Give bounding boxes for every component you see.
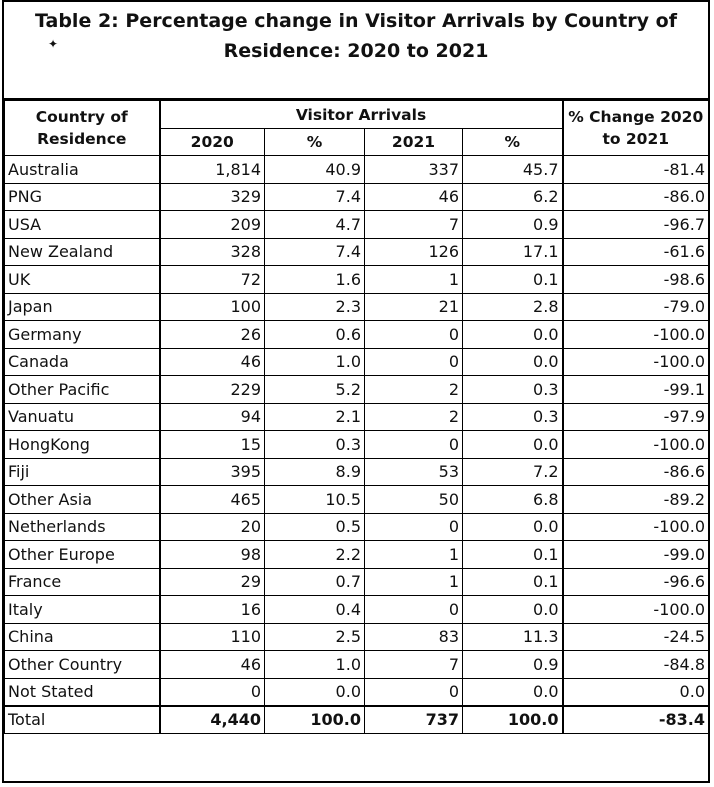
cell-change: -98.6	[563, 266, 709, 294]
cell-v2021: 7	[365, 211, 463, 239]
cell-v2021: 126	[365, 238, 463, 266]
header-row-1	[5, 101, 709, 129]
cell-v2020: 15	[160, 431, 265, 459]
table-row	[5, 678, 709, 706]
table-row	[5, 238, 709, 266]
cell-p2020: 8.9	[265, 458, 365, 486]
cell-country: Fiji	[5, 458, 160, 486]
table-row	[5, 623, 709, 651]
cell-v2021: 53	[365, 458, 463, 486]
table-row	[5, 156, 709, 184]
total-p2020: 100.0	[265, 706, 365, 734]
cell-v2021: 0	[365, 321, 463, 349]
cell-p2020: 1.0	[265, 348, 365, 376]
cell-country: Not Stated	[5, 678, 160, 706]
table-row	[5, 513, 709, 541]
title-area	[4, 2, 708, 100]
table-row	[5, 458, 709, 486]
cell-change: -97.9	[563, 403, 709, 431]
table-row	[5, 293, 709, 321]
header-year-2020: 2020	[160, 128, 265, 156]
cell-p2020: 4.7	[265, 211, 365, 239]
cell-country: PNG	[5, 183, 160, 211]
stray-mark-icon: ✦	[48, 37, 59, 51]
cell-country: Other Asia	[5, 486, 160, 514]
header-pct-2021: %	[463, 128, 563, 156]
cell-p2021: 6.2	[463, 183, 563, 211]
cell-v2021: 50	[365, 486, 463, 514]
total-country: Total	[5, 706, 160, 734]
cell-p2021: 0.9	[463, 211, 563, 239]
cell-change: -96.6	[563, 568, 709, 596]
cell-p2020: 0.4	[265, 596, 365, 624]
cell-v2021: 1	[365, 568, 463, 596]
cell-p2021: 0.3	[463, 403, 563, 431]
table-row	[5, 376, 709, 404]
total-row	[5, 706, 709, 734]
cell-v2021: 83	[365, 623, 463, 651]
cell-country: Other Country	[5, 651, 160, 679]
cell-p2020: 7.4	[265, 183, 365, 211]
header-year-2021: 2021	[365, 128, 463, 156]
cell-change: -61.6	[563, 238, 709, 266]
cell-p2020: 2.1	[265, 403, 365, 431]
cell-change: -96.7	[563, 211, 709, 239]
cell-v2020: 46	[160, 651, 265, 679]
cell-v2020: 329	[160, 183, 265, 211]
table-row	[5, 321, 709, 349]
cell-p2020: 2.5	[265, 623, 365, 651]
cell-v2020: 229	[160, 376, 265, 404]
cell-country: Italy	[5, 596, 160, 624]
cell-p2020: 0.3	[265, 431, 365, 459]
title-line-2: Residence: 2020 to 2021	[223, 40, 489, 62]
cell-country: Germany	[5, 321, 160, 349]
cell-p2021: 0.0	[463, 321, 563, 349]
cell-v2021: 2	[365, 376, 463, 404]
cell-change: 0.0	[563, 678, 709, 706]
table-title	[24, 6, 688, 66]
cell-v2020: 100	[160, 293, 265, 321]
cell-country: Australia	[5, 156, 160, 184]
cell-v2021: 7	[365, 651, 463, 679]
cell-v2021: 0	[365, 596, 463, 624]
cell-v2020: 0	[160, 678, 265, 706]
cell-p2020: 10.5	[265, 486, 365, 514]
cell-p2021: 11.3	[463, 623, 563, 651]
cell-v2020: 72	[160, 266, 265, 294]
cell-change: -100.0	[563, 321, 709, 349]
total-v2021: 737	[365, 706, 463, 734]
cell-country: UK	[5, 266, 160, 294]
table-row	[5, 183, 709, 211]
cell-change: -81.4	[563, 156, 709, 184]
cell-change: -86.0	[563, 183, 709, 211]
header-visitor-arrivals: Visitor Arrivals	[160, 101, 563, 129]
cell-v2020: 16	[160, 596, 265, 624]
cell-v2020: 29	[160, 568, 265, 596]
cell-change: -100.0	[563, 348, 709, 376]
total-p2021: 100.0	[463, 706, 563, 734]
cell-p2021: 0.1	[463, 541, 563, 569]
cell-p2021: 0.9	[463, 651, 563, 679]
cell-p2021: 0.0	[463, 678, 563, 706]
table-row	[5, 348, 709, 376]
title-line-1: Table 2: Percentage change in Visitor Arrivals by Country of	[35, 10, 677, 32]
table-row	[5, 541, 709, 569]
cell-country: China	[5, 623, 160, 651]
cell-v2020: 26	[160, 321, 265, 349]
cell-v2021: 0	[365, 678, 463, 706]
cell-v2021: 0	[365, 431, 463, 459]
table-row	[5, 596, 709, 624]
cell-change: -100.0	[563, 513, 709, 541]
cell-v2020: 209	[160, 211, 265, 239]
table-row	[5, 431, 709, 459]
cell-p2020: 0.7	[265, 568, 365, 596]
cell-p2020: 2.3	[265, 293, 365, 321]
cell-country: Japan	[5, 293, 160, 321]
cell-v2021: 0	[365, 513, 463, 541]
cell-change: -79.0	[563, 293, 709, 321]
cell-p2021: 6.8	[463, 486, 563, 514]
cell-v2020: 94	[160, 403, 265, 431]
cell-p2020: 40.9	[265, 156, 365, 184]
cell-v2020: 98	[160, 541, 265, 569]
table-body	[5, 156, 709, 734]
cell-p2021: 0.1	[463, 266, 563, 294]
table-frame	[2, 0, 710, 783]
cell-v2020: 328	[160, 238, 265, 266]
cell-change: -100.0	[563, 596, 709, 624]
cell-country: Canada	[5, 348, 160, 376]
cell-p2021: 45.7	[463, 156, 563, 184]
cell-p2020: 1.0	[265, 651, 365, 679]
cell-v2021: 1	[365, 541, 463, 569]
cell-change: -99.0	[563, 541, 709, 569]
cell-country: France	[5, 568, 160, 596]
total-change: -83.4	[563, 706, 709, 734]
cell-p2020: 0.5	[265, 513, 365, 541]
cell-v2020: 20	[160, 513, 265, 541]
cell-country: Vanuatu	[5, 403, 160, 431]
cell-v2021: 337	[365, 156, 463, 184]
cell-p2021: 0.0	[463, 431, 563, 459]
cell-v2020: 1,814	[160, 156, 265, 184]
cell-country: HongKong	[5, 431, 160, 459]
cell-v2021: 21	[365, 293, 463, 321]
cell-p2020: 2.2	[265, 541, 365, 569]
cell-change: -24.5	[563, 623, 709, 651]
cell-change: -84.8	[563, 651, 709, 679]
cell-p2021: 17.1	[463, 238, 563, 266]
cell-v2020: 465	[160, 486, 265, 514]
cell-p2020: 1.6	[265, 266, 365, 294]
cell-v2020: 395	[160, 458, 265, 486]
header-change: % Change 2020 to 2021	[563, 101, 709, 156]
cell-change: -99.1	[563, 376, 709, 404]
cell-country: Other Pacific	[5, 376, 160, 404]
cell-p2021: 0.3	[463, 376, 563, 404]
cell-p2021: 2.8	[463, 293, 563, 321]
header-country: Country of Residence	[5, 101, 160, 156]
cell-country: New Zealand	[5, 238, 160, 266]
cell-country: Other Europe	[5, 541, 160, 569]
cell-p2021: 0.0	[463, 348, 563, 376]
cell-p2020: 0.0	[265, 678, 365, 706]
table-row	[5, 568, 709, 596]
cell-v2021: 0	[365, 348, 463, 376]
cell-p2021: 0.1	[463, 568, 563, 596]
cell-p2020: 5.2	[265, 376, 365, 404]
cell-change: -100.0	[563, 431, 709, 459]
header-pct-2020: %	[265, 128, 365, 156]
visitor-arrivals-table	[4, 100, 709, 734]
cell-p2020: 0.6	[265, 321, 365, 349]
cell-change: -86.6	[563, 458, 709, 486]
cell-v2020: 46	[160, 348, 265, 376]
cell-p2021: 7.2	[463, 458, 563, 486]
cell-p2020: 7.4	[265, 238, 365, 266]
cell-change: -89.2	[563, 486, 709, 514]
cell-country: USA	[5, 211, 160, 239]
table-row	[5, 211, 709, 239]
cell-v2021: 2	[365, 403, 463, 431]
table-row	[5, 651, 709, 679]
cell-p2021: 0.0	[463, 513, 563, 541]
table-row	[5, 403, 709, 431]
cell-p2021: 0.0	[463, 596, 563, 624]
cell-v2021: 46	[365, 183, 463, 211]
cell-country: Netherlands	[5, 513, 160, 541]
cell-v2020: 110	[160, 623, 265, 651]
cell-v2021: 1	[365, 266, 463, 294]
table-row	[5, 266, 709, 294]
total-v2020: 4,440	[160, 706, 265, 734]
table-row	[5, 486, 709, 514]
